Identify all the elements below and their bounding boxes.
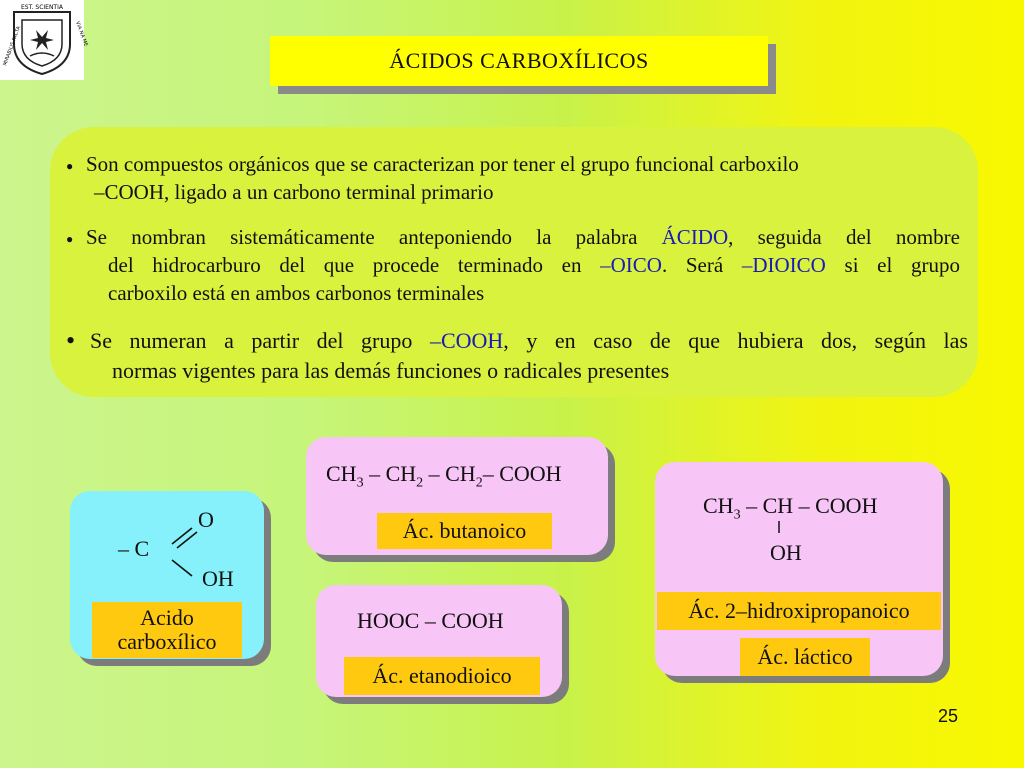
highlight-cooh: –COOH <box>429 328 504 353</box>
lactic-hydroxyl: OH <box>770 540 802 565</box>
text-run: Se numeran a partir del grupo <box>90 328 430 353</box>
highlight-oico: –OICO <box>600 253 662 277</box>
lactic-formula <box>703 493 877 523</box>
oxygen-label: O <box>198 507 214 532</box>
butanoic-label: Ác. butanoico <box>377 513 552 549</box>
text-run: del hidrocarburo del que procede terminado en <box>108 253 601 277</box>
bullet-dot: ● <box>66 232 74 246</box>
butanoic-formula <box>326 461 562 491</box>
formula-part: – CH <box>363 461 417 486</box>
bullet-numbering <box>66 326 968 386</box>
ethanedioic-formula: HOOC – COOH <box>357 608 504 633</box>
crest-icon <box>0 0 89 80</box>
ethanedioic-label: Ác. etanodioico <box>344 657 540 695</box>
bullet-text <box>66 326 968 356</box>
logo-text-left: MIRABILIS FACTA <box>2 25 23 67</box>
bullet-text: normas vigentes para las demás funciones o radicales presentes <box>112 358 670 383</box>
formula-part: CH <box>703 493 734 518</box>
formula-part: – COOH <box>482 461 562 486</box>
bullet-definition <box>66 150 960 206</box>
highlight-acido: ÁCIDO <box>661 225 729 249</box>
bullet-dot: ● <box>66 159 74 173</box>
highlight-dioico: –DIOICO <box>741 253 826 277</box>
lactic-common-label: Ác. láctico <box>740 638 870 676</box>
text-run: Se nombran sistemáticamente anteponiendo la palabra <box>86 225 662 249</box>
subscript: 3 <box>356 475 364 491</box>
bond-line <box>776 520 782 534</box>
bullet-text <box>66 251 960 279</box>
carboxylic-acid-label: Acido carboxílico <box>92 602 242 658</box>
text-run: si el grupo <box>825 253 960 277</box>
formula-part: CH <box>326 461 357 486</box>
bullet-text: carboxilo está en ambos carbonos terminales <box>108 281 485 305</box>
logo-text-top: EST. SCIENTIA <box>21 4 63 11</box>
bullet-text: Son compuestos orgánicos que se caracterizan por tener el grupo funcional carboxilo <box>86 152 799 176</box>
bullet-naming <box>66 223 960 307</box>
carbon-label: – C <box>118 536 150 561</box>
text-run: , seguida del nombre <box>728 225 960 249</box>
slide-title <box>270 36 768 86</box>
formula-part: – CH – COOH <box>740 493 878 518</box>
lactic-iupac-label: Ác. 2–hidroxipropanoico <box>657 592 941 630</box>
slide-title-text: ÁCIDOS CARBOXÍLICOS <box>389 48 649 73</box>
bullet-text <box>66 223 960 251</box>
hydroxyl-label: OH <box>202 566 234 591</box>
formula-part: – CH <box>423 461 476 486</box>
subscript: 2 <box>475 475 483 491</box>
subscript: 3 <box>733 507 741 523</box>
page-number: 25 <box>938 706 959 726</box>
institution-logo <box>0 0 89 80</box>
logo-text-right: VIA NA ME <box>74 20 89 48</box>
bullet-dot: • <box>66 326 76 355</box>
text-run: , y en caso de que hubiera dos, según las <box>503 328 968 353</box>
bullet-text: –COOH, ligado a un carbono terminal primario <box>94 180 494 204</box>
text-run: . Será <box>661 253 742 277</box>
subscript: 2 <box>416 475 424 491</box>
